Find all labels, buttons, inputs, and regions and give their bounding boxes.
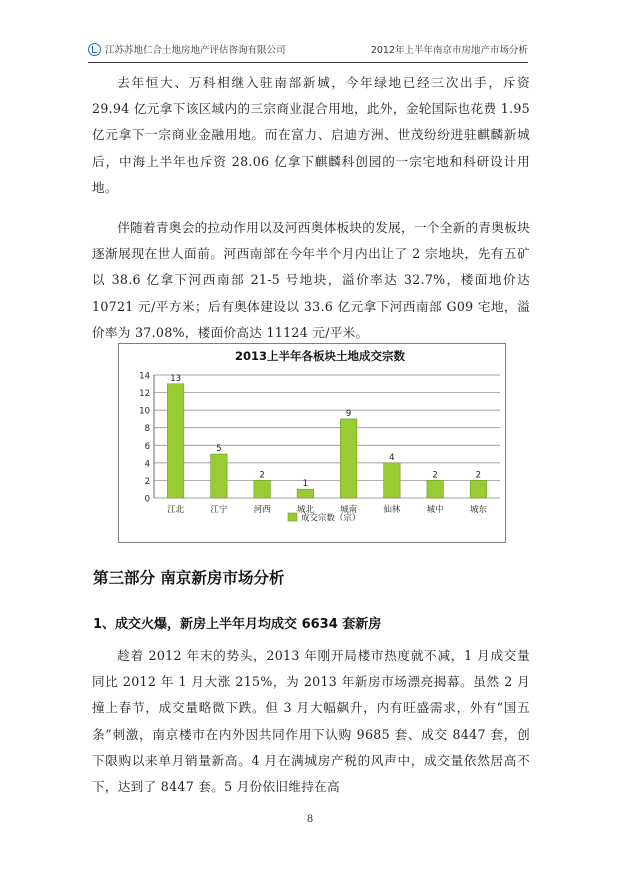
header-company-name: 江苏苏地仁合土地房地产评估咨询有限公司 [105, 45, 286, 56]
bar [340, 419, 356, 498]
y-tick-label: 6 [144, 441, 150, 452]
x-tick-label: 江宁 [210, 505, 228, 515]
legend-swatch [288, 513, 297, 521]
x-tick-label: 城东 [469, 505, 487, 515]
y-tick-label: 12 [139, 389, 150, 400]
y-tick-label: 10 [139, 406, 150, 417]
bar [470, 480, 486, 498]
page-number: 8 [306, 814, 314, 825]
legend-label: 成交宗数（宗） [301, 513, 361, 524]
x-tick-label: 城中 [426, 505, 444, 515]
bar-value-label: 5 [216, 444, 222, 455]
bar-value-label: 2 [432, 470, 438, 481]
x-tick-label: 仙林 [383, 505, 401, 515]
bar-value-label: 2 [475, 470, 482, 481]
bar-value-label: 4 [389, 452, 395, 463]
paragraph-southern-new-city: 去年恒大、万科相继入驻南部新城，今年绿地已经三次出手，斥资 29.94 亿元拿下该区域内的三宗商业混合用地，此外，金轮国际也花费 1.95 亿元拿下一宗商业金融用地。而在富力、启迪方洲、世茂纷纷进驻麒麟新城后，中海上半年也斥资 28.06 亿拿下麒麟科创园的一宗宅地和科研设计用地。 [92, 75, 530, 195]
land-deals-bar-chart [118, 343, 506, 543]
y-tick-label: 14 [139, 371, 150, 382]
bar [167, 384, 183, 498]
x-tick-label: 河西 [253, 505, 271, 515]
bar-value-label: 2 [259, 470, 265, 481]
y-tick-label: 8 [144, 424, 150, 435]
subsection-title: 1、成交火爆，新房上半年月均成交 6634 套新房 [93, 617, 382, 632]
y-tick-label: 0 [144, 494, 150, 505]
page-header [88, 40, 528, 63]
bar [427, 480, 443, 498]
bar [297, 489, 313, 498]
x-tick-label: 城北 [296, 505, 314, 515]
x-tick-label: 江北 [167, 505, 185, 515]
paragraph-new-home-sales: 趁着 2012 年末的势头，2013 年刚开局楼市热度就不减，1 月成交量同比 2012 年 1 月大涨 215%，为 2013 年新房市场漂亮揭幕。虽然 2 月撞上春节，成交量略微下跌。但 3 月大幅飙升，内有旺盛需求，外有“国五条”刺激，南京楼市在内外因共同作用下认购 9685 套、成交 8447 套，创下限购以来单月销量新高。4 月在满城房产税的风声中，成交量依然居高不下，达到了 8447 套。5 月份依旧维持在高 [92, 648, 530, 795]
x-tick-label: 城南 [340, 505, 358, 515]
bar-value-label: 9 [345, 408, 352, 419]
y-tick-label: 4 [144, 459, 150, 470]
section-title: 第三部分 南京新房市场分析 [93, 569, 285, 587]
header-report-title: 2012年上半年南京市房地产市场分析 [370, 45, 528, 56]
bar-value-label: 13 [170, 373, 182, 384]
chart-title: 2013上半年各板块土地成交宗数 [234, 349, 406, 363]
paragraph-youth-olympic-area: 伴随着青奥会的拉动作用以及河西奥体板块的发展，一个全新的青奥板块逐渐展现在世人面前。河西南部在今年半个月内出让了 2 宗地块，先有五矿以 38.6 亿拿下河西南部 21-5 号地块，溢价率达 32.7%，楼面地价达 10721 元/平方米；后有奥体建设以 33.6 亿元拿下河西南部 G09 宅地，溢价率为 37.08%，楼面价高达 11124 元/平米。 [92, 220, 530, 340]
bar-value-label: 1 [302, 479, 309, 490]
company-logo-icon [88, 43, 101, 56]
bar [384, 463, 400, 498]
bar [254, 480, 270, 498]
bar [211, 454, 227, 498]
y-tick-label: 2 [144, 476, 150, 487]
